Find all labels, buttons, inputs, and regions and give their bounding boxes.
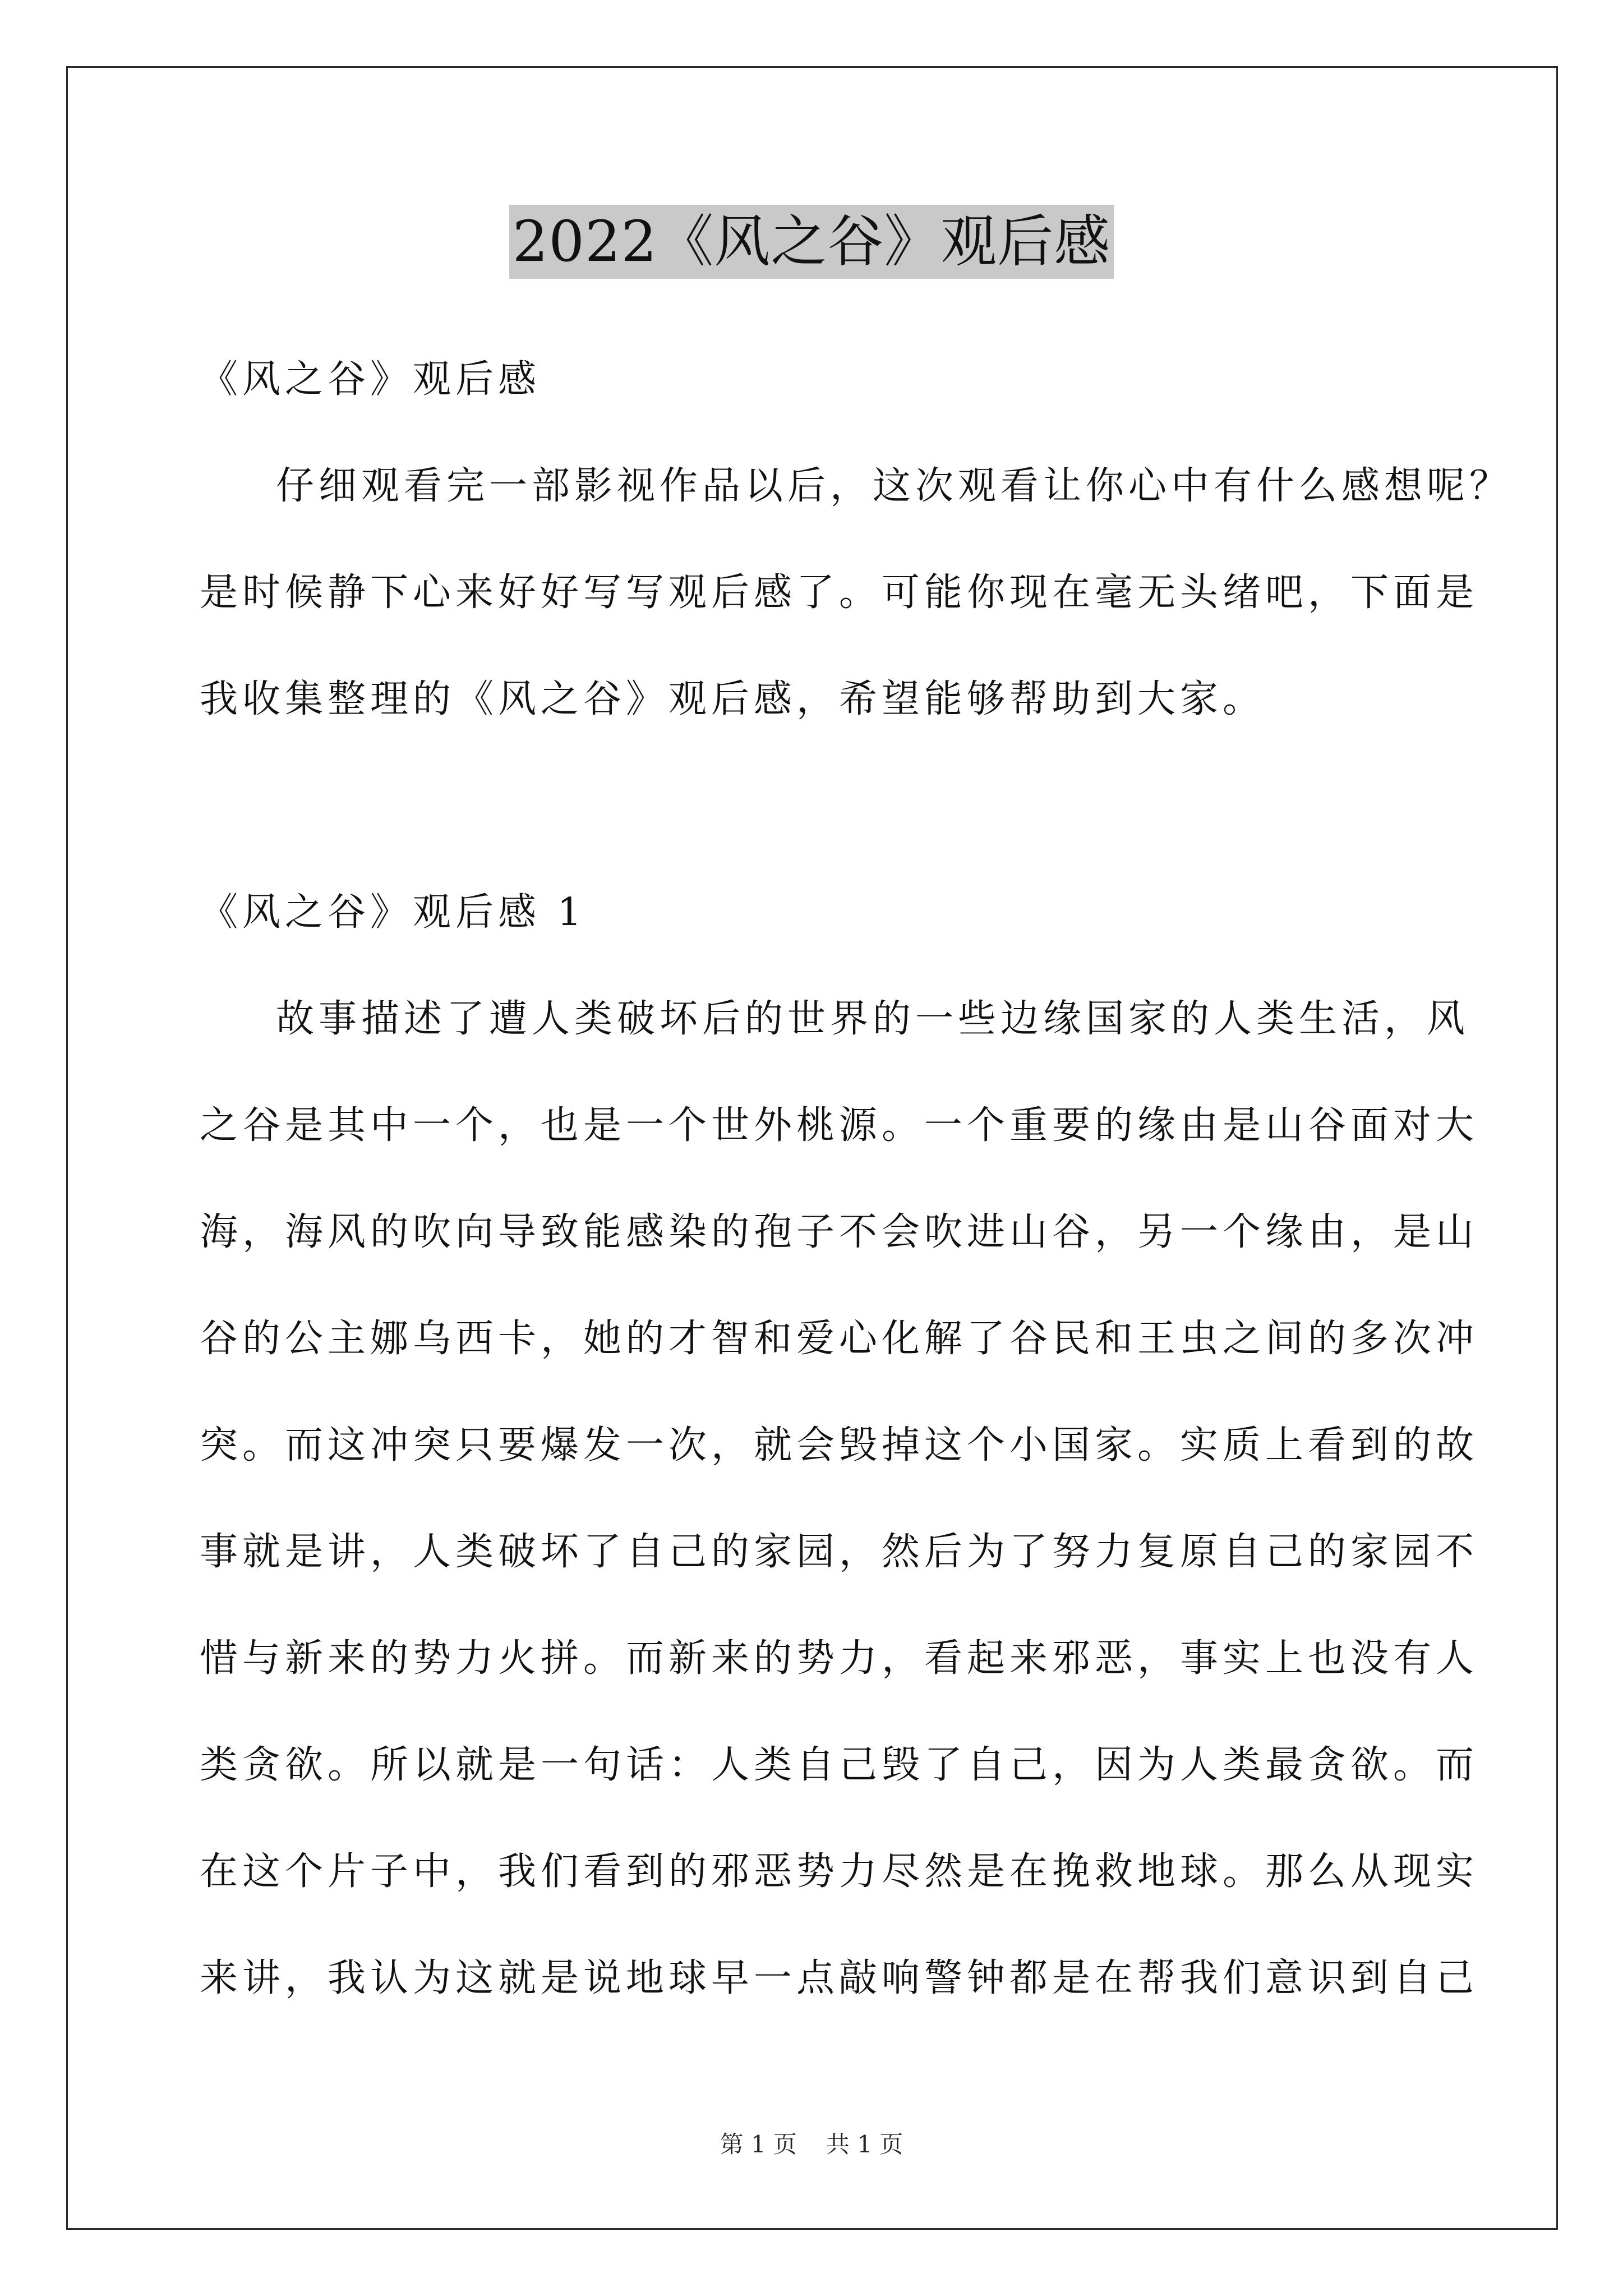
intro-line-3: 我收集整理的《风之谷》观后感，希望能够帮助到大家。	[200, 677, 1266, 721]
page-total: 共 1 页	[826, 2131, 903, 2158]
document-title: 2022《风之谷》观后感	[509, 205, 1114, 279]
body-line-6: 事就是讲，人类破坏了自己的家园，然后为了努力复原自己的家园不	[200, 1530, 1479, 1574]
body-line-3: 海，海风的吹向导致能感染的孢子不会吹进山谷，另一个缘由，是山	[200, 1210, 1479, 1254]
intro-line-2: 是时候静下心来好好写写观后感了。可能你现在毫无头绪吧，下面是	[200, 570, 1479, 615]
body-line-4: 谷的公主娜乌西卡，她的才智和爱心化解了谷民和王虫之间的多次冲	[200, 1317, 1479, 1361]
page-footer	[0, 2129, 1623, 2160]
title-container	[0, 205, 1623, 279]
body-line-10: 来讲，我认为这就是说地球早一点敲响警钟都是在帮我们意识到自己	[200, 1956, 1479, 2000]
body-line-8: 类贪欲。所以就是一句话：人类自己毁了自己，因为人类最贪欲。而	[200, 1743, 1479, 1787]
body-line-7: 惜与新来的势力火拼。而新来的势力，看起来邪恶，事实上也没有人	[200, 1636, 1479, 1681]
intro-line-1: 仔细观看完一部影视作品以后，这次观看让你心中有什么感想呢？	[276, 464, 1513, 508]
section-heading: 《风之谷》观后感 1	[200, 890, 586, 935]
subtitle: 《风之谷》观后感	[200, 357, 541, 402]
body-line-1: 故事描述了遭人类破坏后的世界的一些边缘国家的人类生活，风	[276, 997, 1470, 1041]
body-line-2: 之谷是其中一个，也是一个世外桃源。一个重要的缘由是山谷面对大	[200, 1103, 1479, 1148]
page-number: 第 1 页	[720, 2131, 797, 2158]
body-line-5: 突。而这冲突只要爆发一次，就会毁掉这个小国家。实质上看到的故	[200, 1423, 1479, 1467]
body-line-9: 在这个片子中，我们看到的邪恶势力尽然是在挽救地球。那么从现实	[200, 1849, 1479, 1894]
